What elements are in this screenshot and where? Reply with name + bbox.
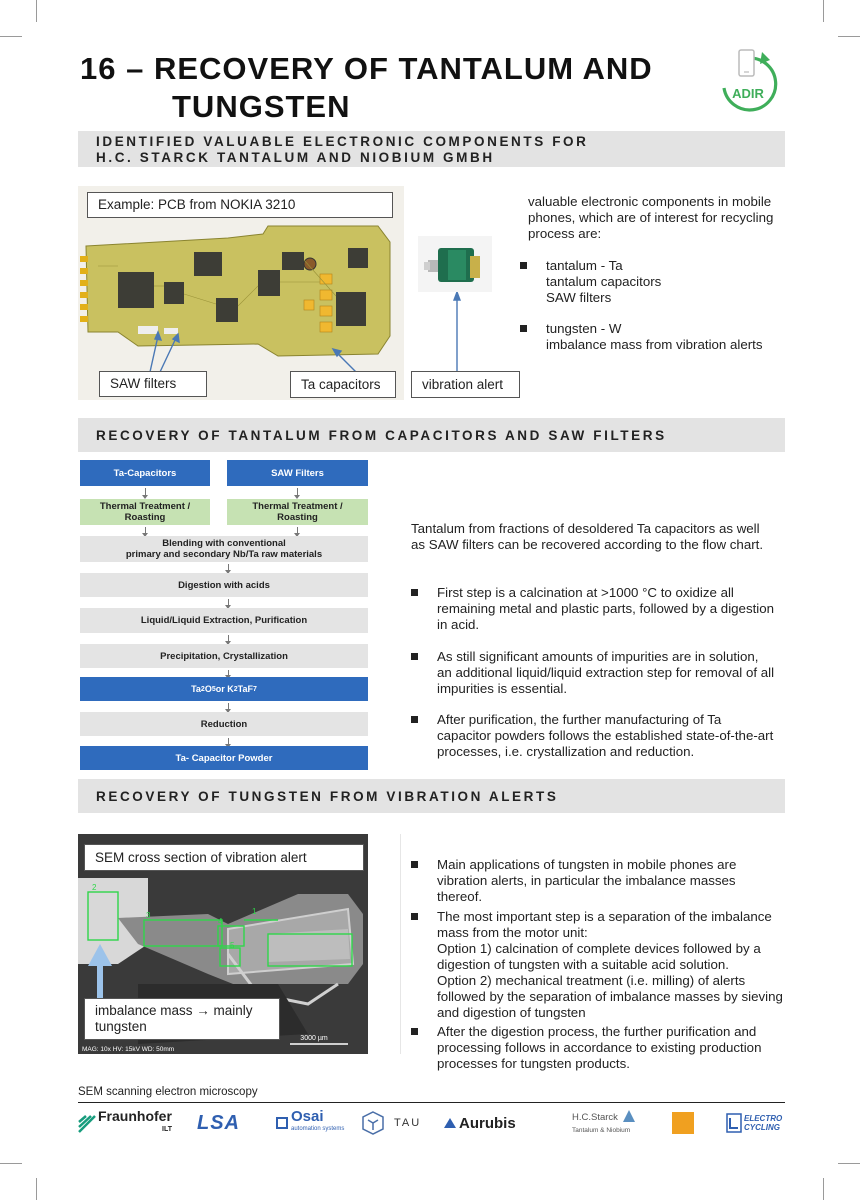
callout-vibration-alert: vibration alert xyxy=(411,371,520,398)
tau-logo-icon xyxy=(362,1111,384,1135)
tantalum-bullet-extraction: As still significant amounts of impurities are in solution, an additional liquid/liquid extraction step for removal of all impurities is essential. xyxy=(437,649,775,696)
section-header-tungsten xyxy=(78,779,785,813)
flow-step-intermediate: Ta 2 O 5 or K 2 TaF 7 xyxy=(80,677,368,701)
components-intro-text: valuable electronic components in mobile phones, which are of interest for recycling process are: xyxy=(528,194,774,241)
electrocycling-logo xyxy=(726,1108,784,1138)
fraunhofer-logo xyxy=(78,1108,178,1138)
osai-logo xyxy=(276,1108,344,1138)
bullet-tantalum xyxy=(546,258,786,306)
flow-arrow xyxy=(228,599,229,606)
section-header-line2: H.C. STARCK TANTALUM AND NIOBIUM GMBH xyxy=(96,149,495,165)
hcstarck-logo-subtext: Tantalum & Niobium xyxy=(572,1127,631,1135)
fraunhofer-logo-text: Fraunhofer xyxy=(98,1108,172,1124)
flow-arrow xyxy=(297,488,298,496)
imbalance-mass-label-text: imbalance mass → mainly tungsten xyxy=(95,1003,253,1034)
sem-scale-label: 3000 µm xyxy=(300,1035,328,1042)
flow-step-thermal-left: Thermal Treatment / Roasting xyxy=(80,499,210,525)
electrocycling-logo-text: ELECTRO CYCLING xyxy=(744,1114,783,1132)
section-header-tungsten-text: RECOVERY OF TUNGSTEN FROM VIBRATION ALERTS xyxy=(96,789,559,804)
sem-info-label: MAG: 10x HV: 15kV WD: 50mm xyxy=(82,1046,175,1053)
divider-line xyxy=(400,834,401,1054)
section-header-tantalum xyxy=(78,418,785,452)
hcstarck-logo-text: H.C.Starck xyxy=(572,1112,618,1124)
iwn-logo xyxy=(672,1108,694,1138)
flow-step-thermal-right: Thermal Treatment / Roasting xyxy=(227,499,368,525)
vibration-motor-photo xyxy=(418,236,492,292)
crop-mark xyxy=(36,1178,37,1200)
flow-arrow xyxy=(145,488,146,496)
bullet-tungsten xyxy=(546,321,786,353)
flow-step-powder: Ta- Capacitor Powder xyxy=(80,746,368,770)
tantalum-intro-text: Tantalum from fractions of desoldered Ta capacitors as well as SAW filters can be recovered according to the flow chart. xyxy=(411,521,764,552)
vibration-motor-illustration xyxy=(418,236,492,292)
page-title-line1: 16 – RECOVERY OF TANTALUM AND xyxy=(80,51,653,86)
sem-marker-4: 4 xyxy=(218,917,223,926)
bullet-tungsten-line1: tungsten - W xyxy=(546,321,622,336)
tantalum-bullet-purification: After purification, the further manufacturing of Ta capacitor powders follows the established state-of-the-art processes, i.e. crystallization and reduction. xyxy=(437,712,774,759)
flow-step-saw-filters: SAW Filters xyxy=(227,460,368,486)
flow-arrow xyxy=(145,527,146,534)
flow-step-blending-line1: Blending with conventional xyxy=(162,538,286,549)
flow-arrow xyxy=(297,527,298,534)
crop-mark xyxy=(838,1163,860,1164)
example-label: Example: PCB from NOKIA 3210 xyxy=(87,192,393,218)
flow-step-extraction: Liquid/Liquid Extraction, Purification xyxy=(80,608,368,633)
flow-arrow xyxy=(228,703,229,710)
section-header-line1: IDENTIFIED VALUABLE ELECTRONIC COMPONENTS FOR xyxy=(96,134,589,149)
aurubis-logo xyxy=(443,1108,516,1138)
flow-step-ta-capacitors: Ta-Capacitors xyxy=(80,460,210,486)
sem-label: SEM cross section of vibration alert xyxy=(84,844,364,871)
aurubis-logo-icon xyxy=(443,1117,457,1129)
tau-logo xyxy=(362,1108,421,1138)
flow-arrow xyxy=(228,635,229,642)
hcstarck-logo xyxy=(572,1108,636,1138)
sem-marker-5: 5 xyxy=(230,941,235,950)
bullet-tantalum-line1: tantalum - Ta xyxy=(546,258,623,273)
flow-arrow xyxy=(228,670,229,676)
lsa-logo-text: LSA xyxy=(197,1111,240,1134)
flow-step-blending-line2: primary and secondary Nb/Ta raw materials xyxy=(125,549,323,560)
flow-step-reduction: Reduction xyxy=(80,712,368,736)
footnote: SEM scanning electron microscopy xyxy=(78,1086,258,1098)
sem-marker-3: 3 xyxy=(146,911,151,920)
tau-logo-text: TAU xyxy=(394,1117,422,1129)
osai-logo-subtext: automation systems xyxy=(291,1126,345,1132)
aurubis-logo-text: Aurubis xyxy=(459,1114,516,1132)
lsa-logo xyxy=(197,1108,240,1138)
adir-logo-text: ADIR xyxy=(732,86,764,101)
bullet-tantalum-line2: tantalum capacitors xyxy=(546,274,662,289)
crop-mark xyxy=(0,1163,22,1164)
bullet-tungsten-line2: imbalance mass from vibration alerts xyxy=(546,337,763,352)
flow-step-precipitation: Precipitation, Crystallization xyxy=(80,644,368,668)
osai-logo-text: Osai xyxy=(291,1108,324,1125)
section-header-tantalum-text: RECOVERY OF TANTALUM FROM CAPACITORS AND SAW FILTERS xyxy=(96,428,667,443)
electrocycling-logo-icon xyxy=(726,1113,742,1133)
tungsten-bullet-separation-line2: Option 1) calcination of complete devices followed by a digestion of tungsten with a suitable acid solution. xyxy=(437,941,761,972)
hcstarck-logo-icon xyxy=(622,1109,636,1123)
tungsten-bullet-applications: Main applications of tungsten in mobile phones are vibration alerts, in particular the imbalance masses thereof. xyxy=(437,857,777,905)
osai-square-icon xyxy=(276,1117,288,1129)
flow-arrow xyxy=(228,738,229,745)
tungsten-bullet-digestion: After the digestion process, the further purification and processing follows in accordance to existing production processes for tungsten products. xyxy=(437,1024,777,1072)
tungsten-bullet-separation-line1: The most important step is a separation of the imbalance mass from the motor unit: xyxy=(437,909,772,940)
fraunhofer-logo-subtext: ILT xyxy=(162,1126,172,1133)
tungsten-bullet-separation-line3: Option 2) mechanical treatment (i.e. milling) of alerts followed by the separation of imbalance masses by sieving and digestion of tungsten xyxy=(437,973,783,1020)
flow-step-digestion: Digestion with acids xyxy=(80,573,368,597)
tantalum-bullet-calcination: First step is a calcination at >1000 °C to oxidize all remaining metal and plastic parts, followed by a digestion in acid. xyxy=(437,585,775,632)
sem-marker-1: 1 xyxy=(252,907,257,916)
callout-saw-filters: SAW filters xyxy=(99,371,207,397)
sem-marker-2: 2 xyxy=(92,883,97,892)
crop-mark xyxy=(823,1178,824,1200)
page-title-line2: TUNGSTEN xyxy=(172,89,351,124)
callout-ta-capacitors: Ta capacitors xyxy=(290,371,396,398)
footer-divider xyxy=(78,1102,785,1103)
flow-step-blending xyxy=(80,536,368,562)
tungsten-bullet-separation xyxy=(437,909,787,1021)
iwn-logo-icon xyxy=(672,1112,694,1134)
bullet-tantalum-line3: SAW filters xyxy=(546,290,612,305)
fraunhofer-logo-icon xyxy=(78,1113,96,1133)
imbalance-mass-label xyxy=(84,998,280,1040)
flow-arrow xyxy=(228,564,229,571)
